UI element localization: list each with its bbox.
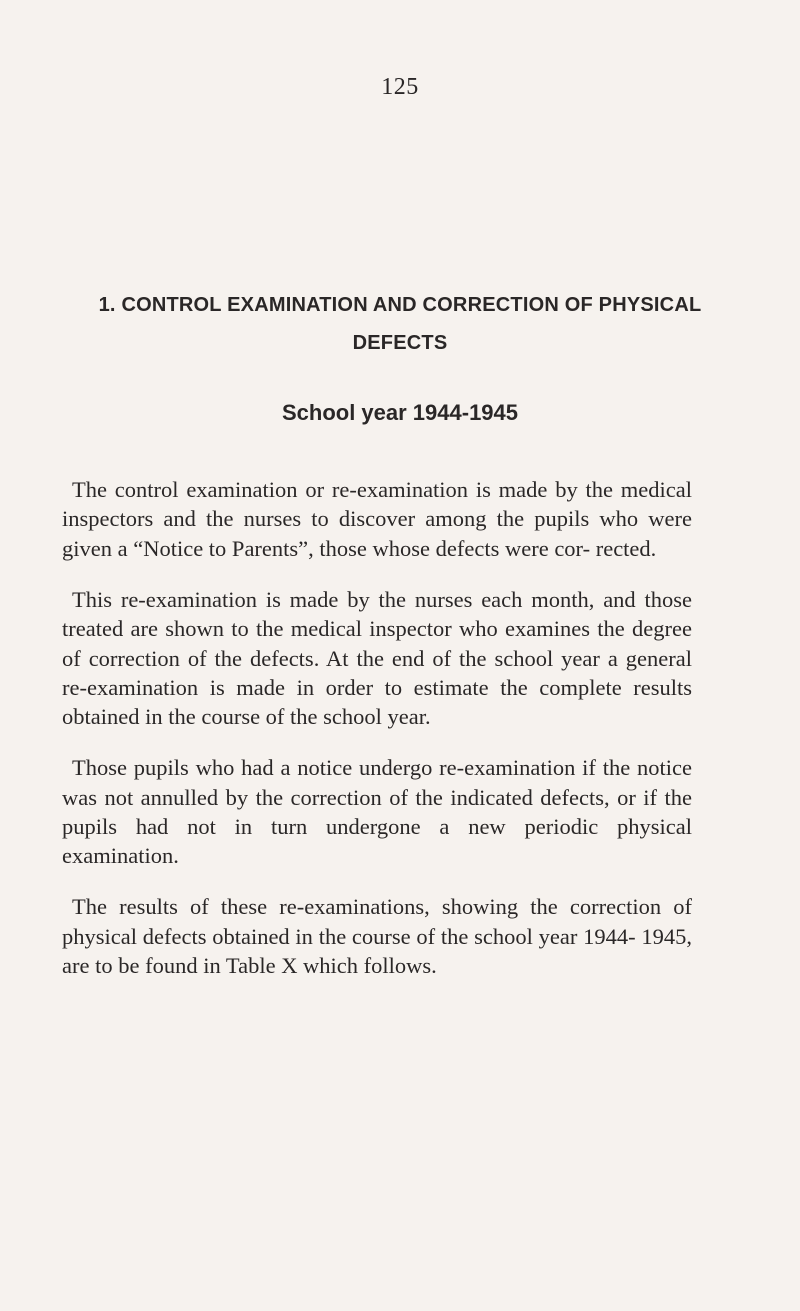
school-year-subheading: School year 1944-1945 — [281, 400, 519, 425]
paragraph-notice-re-examination: Those pupils who had a notice undergo re-examination if the notice was not annulled by the correction of the indicated defects, or if the pupils had not in turn undergone a new periodic physical examination. — [62, 755, 692, 869]
section-heading — [40, 286, 760, 362]
paragraph-results-table-reference: The results of these re-examinations, showing the correction of physical defects obtained in the course of the school year 1944- 1945, are to be found in Table X which follows. — [62, 894, 692, 979]
paragraph-monthly-re-examination: This re-examination is made by the nurses each month, and those treated are shown to the medical inspector who examines the degree of correction of the defects. At the end of the school year a general re-examination is made in order to estimate the complete results obtained in the course of the school year. — [62, 586, 692, 730]
section-heading-line-1: 1. CONTROL EXAMINATION AND CORRECTION OF PHYSICAL — [98, 294, 702, 316]
page-number: 125 — [381, 74, 419, 100]
section-heading-line-2: DEFECTS — [352, 332, 448, 354]
body-text — [62, 475, 692, 1002]
paragraph-control-examination: The control examination or re-examination is made by the medical inspectors and the nurses to discover among the pupils who were given a “Notice to Parents”, those whose defects were cor- rected. — [62, 477, 692, 561]
